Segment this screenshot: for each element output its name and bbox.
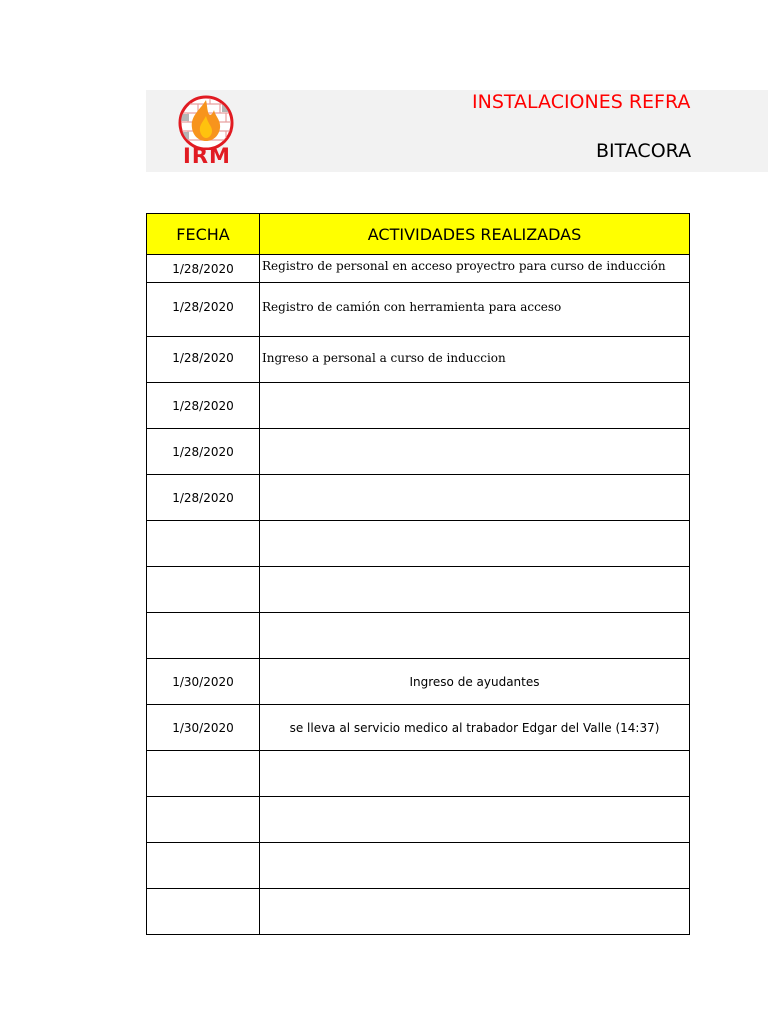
row-date-cell: 1/30/2020	[147, 705, 260, 751]
row-activity-cell: Ingreso a personal a curso de induccion	[260, 337, 690, 383]
row-activity-cell	[260, 889, 690, 935]
table-row	[147, 705, 690, 751]
row-date-cell: 1/28/2020	[147, 383, 260, 429]
table-row	[147, 255, 690, 283]
column-header-activities: ACTIVIDADES REALIZADAS	[260, 214, 690, 255]
row-date-cell: 1/28/2020	[147, 429, 260, 475]
row-date-cell	[147, 567, 260, 613]
row-activity-cell	[260, 751, 690, 797]
row-activity-cell	[260, 567, 690, 613]
table-row	[147, 475, 690, 521]
row-activity-cell: Ingreso de ayudantes	[260, 659, 690, 705]
table-row	[147, 521, 690, 567]
table-body	[147, 255, 690, 935]
row-date-cell	[147, 843, 260, 889]
row-date-cell	[147, 751, 260, 797]
flame-brick-icon	[160, 94, 250, 150]
table-row	[147, 429, 690, 475]
table-row	[147, 751, 690, 797]
column-header-date: FECHA	[147, 214, 260, 255]
row-date-cell	[147, 797, 260, 843]
activity-log-table	[146, 213, 690, 935]
row-activity-cell: Registro de personal en acceso proyectro para curso de inducción	[260, 255, 690, 283]
row-activity-cell	[260, 797, 690, 843]
table-row	[147, 567, 690, 613]
row-date-cell	[147, 521, 260, 567]
table-header-row	[147, 214, 690, 255]
row-date-cell: 1/28/2020	[147, 283, 260, 337]
row-date-cell: 1/28/2020	[147, 337, 260, 383]
row-activity-cell: se lleva al servicio medico al trabador Edgar del Valle (14:37)	[260, 705, 690, 751]
irm-logo	[160, 94, 250, 168]
row-date-cell	[147, 613, 260, 659]
table-row	[147, 889, 690, 935]
logo-wordmark: IRM	[183, 144, 231, 168]
company-name: INSTALACIONES REFRA	[472, 91, 691, 113]
table-row	[147, 613, 690, 659]
document-title: BITACORA	[596, 140, 692, 162]
table-row	[147, 337, 690, 383]
row-date-cell: 1/30/2020	[147, 659, 260, 705]
row-activity-cell	[260, 521, 690, 567]
table-row	[147, 843, 690, 889]
row-date-cell	[147, 889, 260, 935]
row-activity-cell	[260, 429, 690, 475]
row-activity-cell	[260, 383, 690, 429]
row-date-cell: 1/28/2020	[147, 255, 260, 283]
row-activity-cell	[260, 475, 690, 521]
row-activity-cell	[260, 843, 690, 889]
table-row	[147, 659, 690, 705]
table-row	[147, 797, 690, 843]
document-header	[146, 90, 768, 172]
table-row	[147, 383, 690, 429]
row-activity-cell	[260, 613, 690, 659]
row-activity-cell: Registro de camión con herramienta para acceso	[260, 283, 690, 337]
table-row	[147, 283, 690, 337]
row-date-cell: 1/28/2020	[147, 475, 260, 521]
